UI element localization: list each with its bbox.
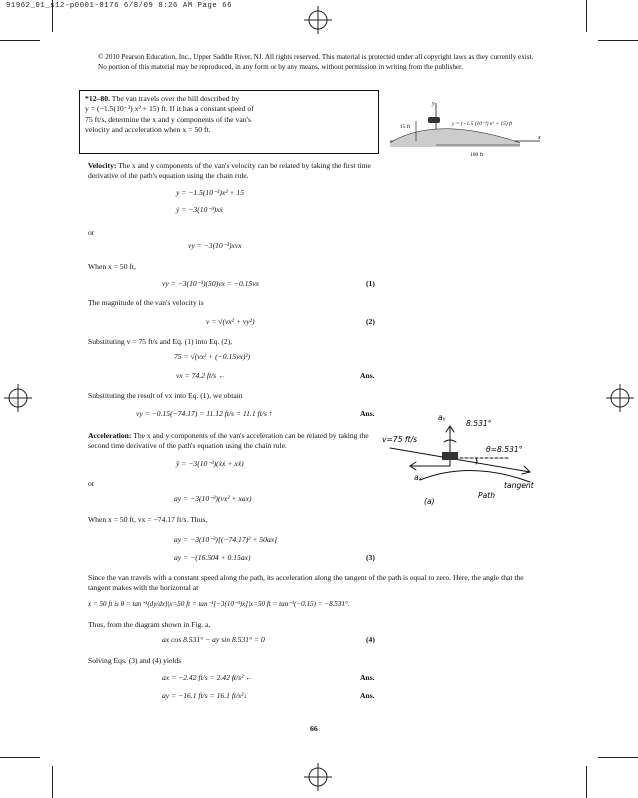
answer-label: Ans.: [360, 673, 375, 682]
answer-label: Ans.: [360, 409, 375, 418]
problem-number: *12–80.: [85, 94, 110, 103]
acceleration-heading: Acceleration:: [88, 431, 132, 440]
width-label: 100 ft: [470, 152, 483, 158]
answer-equation: ay = −16.1 ft/s = 16.1 ft/s²↓: [162, 691, 248, 700]
equation-number: (1): [366, 279, 375, 288]
equation: ÿ = −3(10⁻³)(ẋẋ + xẍ): [176, 459, 244, 468]
velocity-heading: Velocity:: [88, 161, 117, 170]
equation: v = √(vx² + vy²): [206, 317, 255, 326]
equation: ay = −(16.504 + 0.15ax): [174, 553, 251, 562]
answer-equation: vx = 74.2 ft/s ←: [176, 371, 226, 380]
hill-figure: [380, 95, 550, 165]
equation: ay = −3(10⁻³)[(−74.17)² + 50ax]: [174, 535, 278, 544]
answer-label: Ans.: [360, 691, 375, 700]
substitution-text: Substituting the result of vx into Eq. (1), we obtain: [88, 391, 243, 400]
equation: y = −1.5(10⁻³)x² + 15: [176, 188, 245, 197]
thus-text: Thus, from the diagram shown in Fig. a,: [88, 620, 211, 629]
velocity-intro-text: The x and y components of the van's velocity can be related by taking the first time derivative of the path's equation using the chain rule.: [88, 161, 371, 180]
y-axis-label: y: [432, 101, 435, 107]
magnitude-text: The magnitude of the van's velocity is: [88, 298, 204, 307]
problem-line: The van travels over the hill described by: [111, 94, 240, 103]
path-label: Path: [478, 491, 496, 500]
equation: ax cos 8.531° − ay sin 8.531° = 0: [162, 635, 265, 644]
height-label: 15 ft: [400, 124, 411, 130]
tangent-text: Since the van travels with a constant speed along the path, its acceleration along the tangent of the path is equal to zero. Here, the angle that the tangent makes with the horizontal at: [88, 573, 524, 592]
page-number: 66: [310, 724, 318, 733]
van-icon: [428, 117, 440, 123]
acceleration-intro-text: The x and y components of the van's acceleration can be related by taking the second time derivative of the path's equation using the chain rule.: [88, 431, 369, 450]
free-body-sketch: [380, 408, 550, 518]
answer-equation: ax = −2.42 ft/s = 2.42 ft/s² ←: [162, 673, 253, 682]
curve-label: y = (−1.5 (10⁻³) x² + 15) ft: [452, 121, 513, 127]
solving-text: Solving Eqs. (3) and (4) yields: [88, 656, 182, 665]
theta-label: θ=8.531°: [486, 445, 523, 454]
print-slug: 91962_01_s12-p0001-0176 6/8/09 8:26 AM Page 66: [6, 2, 233, 10]
tangent-label: tangent: [504, 481, 534, 490]
figure-caption: (a): [424, 497, 435, 506]
velocity-intro: [88, 161, 378, 181]
ay-label: aᵧ: [438, 413, 446, 422]
velocity-label: v=75 ft/s: [382, 435, 418, 444]
problem-line: velocity and acceleration when x = 50 ft.: [85, 125, 211, 135]
copyright-notice: © 2010 Pearson Education, Inc., Upper Saddle River, NJ. All rights reserved. This material is protected under all copyright laws as they currently exist. No portion of this material may be reproduced, in any form or by any means, without permission in writing from the publisher.: [98, 53, 534, 71]
answer-equation: vy = −0.15(−74.17) = 11.12 ft/s = 11.1 ft/s ↑: [136, 409, 273, 418]
x-axis-label: x: [538, 135, 541, 141]
equation: 75 = √(vx² + (−0.15vx)²): [174, 352, 251, 361]
angle-equation: x = 50 ft is θ = tan⁻¹(dy/dx)|x=50 ft = tan⁻¹[−3(10⁻³)x]|x=50 ft = tan⁻¹(−0.15) = −8.531°.: [88, 600, 350, 608]
problem-line: y = (−1.5(10⁻³) x² + 15) ft. If it has a constant speed of: [85, 104, 254, 114]
when-text: When x = 50 ft,: [88, 262, 136, 271]
angle-label: 8.531°: [466, 419, 492, 428]
answer-label: Ans.: [360, 371, 375, 380]
substitution-text: Substituting v = 75 ft/s and Eq. (1) into Eq. (2),: [88, 337, 233, 346]
problem-line: 75 ft/s, determine the x and y components of the van's: [85, 114, 251, 124]
equation: vy = −3(10⁻³)(50)vx = −0.15vx: [162, 279, 259, 288]
equation: vy = −3(10⁻³)xvx: [188, 241, 242, 250]
problem-statement: [85, 94, 373, 136]
equation-number: (3): [366, 553, 375, 562]
equation: ẏ = −3(10⁻³)xẋ: [176, 205, 223, 214]
or-text: or: [88, 479, 95, 488]
equation-number: (2): [366, 317, 375, 326]
ax-label: aₓ: [414, 473, 423, 482]
or-text: or: [88, 228, 95, 237]
acceleration-intro: [88, 431, 380, 451]
when-text: When x = 50 ft, vx = −74.17 ft/s. Thus,: [88, 515, 208, 524]
equation: ay = −3(10⁻³)(vx² + xax): [174, 494, 252, 503]
equation-number: (4): [366, 635, 375, 644]
